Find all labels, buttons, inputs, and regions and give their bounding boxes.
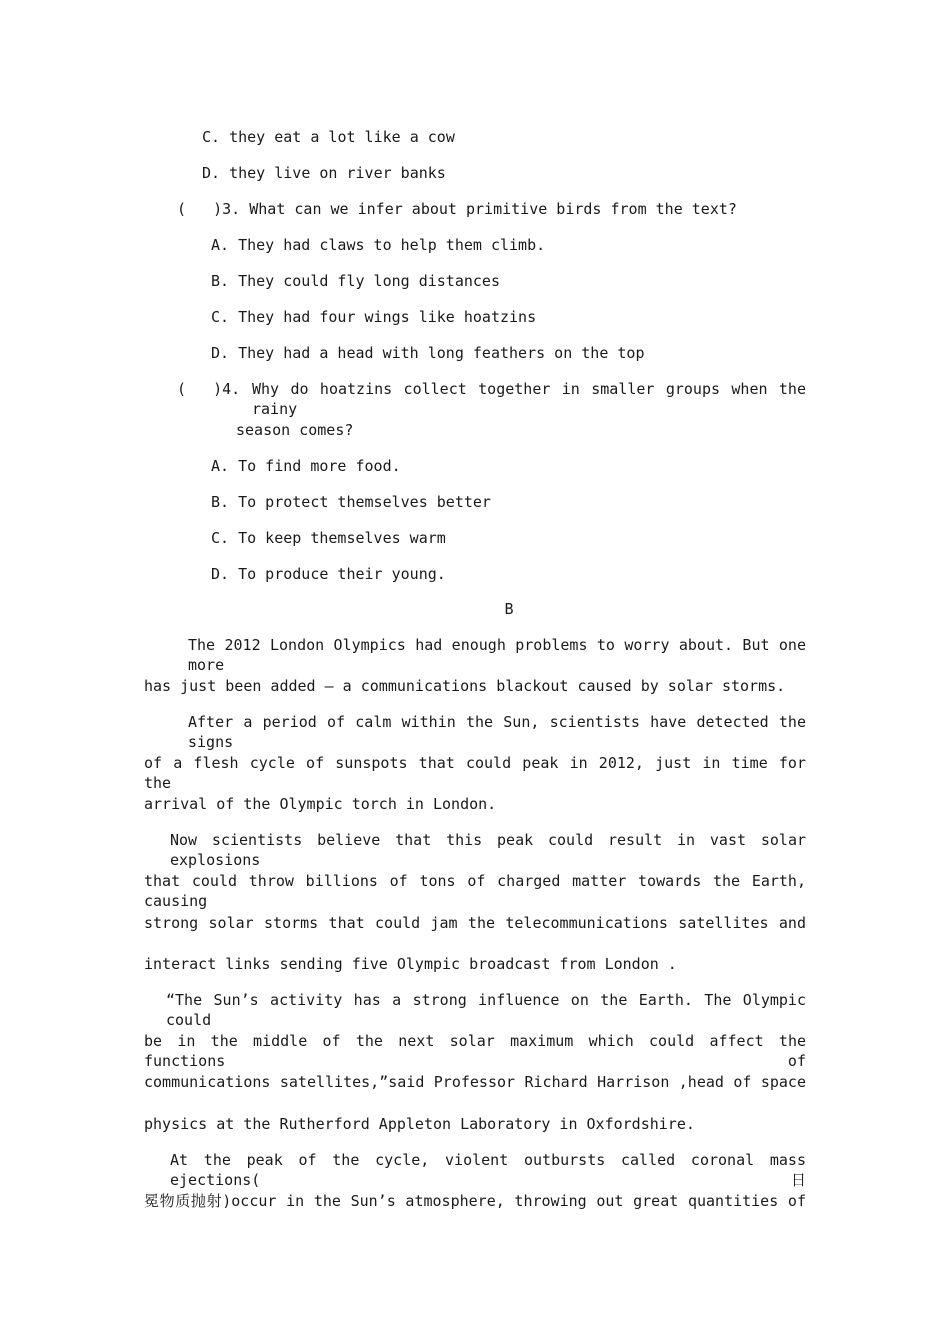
q3-stem: ( )3. What can we infer about primitive birds from the text? [177, 200, 737, 218]
passage-p2-line-3: arrival of the Olympic torch in London. [144, 795, 497, 813]
passage-p3-line-4: interact links sending five Olympic broadcast from London . [144, 955, 677, 973]
q2-option-c: C. they eat a lot like a cow [202, 128, 455, 146]
answer-blank: ( ) [177, 200, 223, 218]
passage-p3-line-2: that could throw billions of tons of charged matter towards the Earth, causing [144, 872, 806, 910]
passage-p4-line-2: be in the middle of the next solar maximum which could affect the functions of [144, 1032, 806, 1070]
q4-option-d: D. To produce their young. [211, 565, 446, 583]
passage-p2-line-1: After a period of calm within the Sun, scientists have detected the signs [188, 713, 806, 751]
passage-p1-line-2: has just been added – a communications blackout caused by solar storms. [144, 677, 786, 695]
passage-p2-line-2: of a flesh cycle of sunspots that could peak in 2012, just in time for the [144, 754, 806, 792]
passage-p4-line-3: communications satellites,”said Professor Richard Harrison ,head of space [144, 1073, 806, 1091]
q3-option-c: C. They had four wings like hoatzins [211, 308, 537, 326]
q3-option-d: D. They had a head with long feathers on the top [211, 344, 645, 362]
passage-p1-line-1: The 2012 London Olympics had enough problems to worry about. But one more [188, 636, 806, 674]
q4-option-b: B. To protect themselves better [211, 493, 491, 511]
q4-option-a: A. To find more food. [211, 457, 401, 475]
answer-blank: ( ) [177, 380, 223, 398]
q4-option-c: C. To keep themselves warm [211, 529, 446, 547]
q4-stem-line-2: season comes? [236, 421, 354, 439]
passage-p4-line-1: “The Sun’s activity has a strong influence on the Earth. The Olympic could [166, 991, 806, 1029]
passage-p5-line-2: 冕物质抛射)occur in the Sun’s atmosphere, throwing out great quantities of [144, 1192, 806, 1210]
passage-p3-line-1: Now scientists believe that this peak could result in vast solar explosions [170, 831, 806, 869]
q3-option-a: A. They had claws to help them climb. [211, 236, 546, 254]
passage-p5-line-1: At the peak of the cycle, violent outbursts called coronal mass ejections(日 [170, 1151, 806, 1189]
passage-p4-line-4: physics at the Rutherford Appleton Laboratory in Oxfordshire. [144, 1115, 695, 1133]
q4-stem-blank: ( )4. [177, 380, 241, 398]
passage-p3-line-3: strong solar storms that could jam the telecommunications satellites and [144, 914, 806, 932]
q2-option-d: D. they live on river banks [202, 164, 446, 182]
q3-option-b: B. They could fly long distances [211, 272, 500, 290]
q4-stem-line-1: Why do hoatzins collect together in smaller groups when the rainy [252, 380, 806, 418]
section-heading: B [504, 600, 514, 618]
